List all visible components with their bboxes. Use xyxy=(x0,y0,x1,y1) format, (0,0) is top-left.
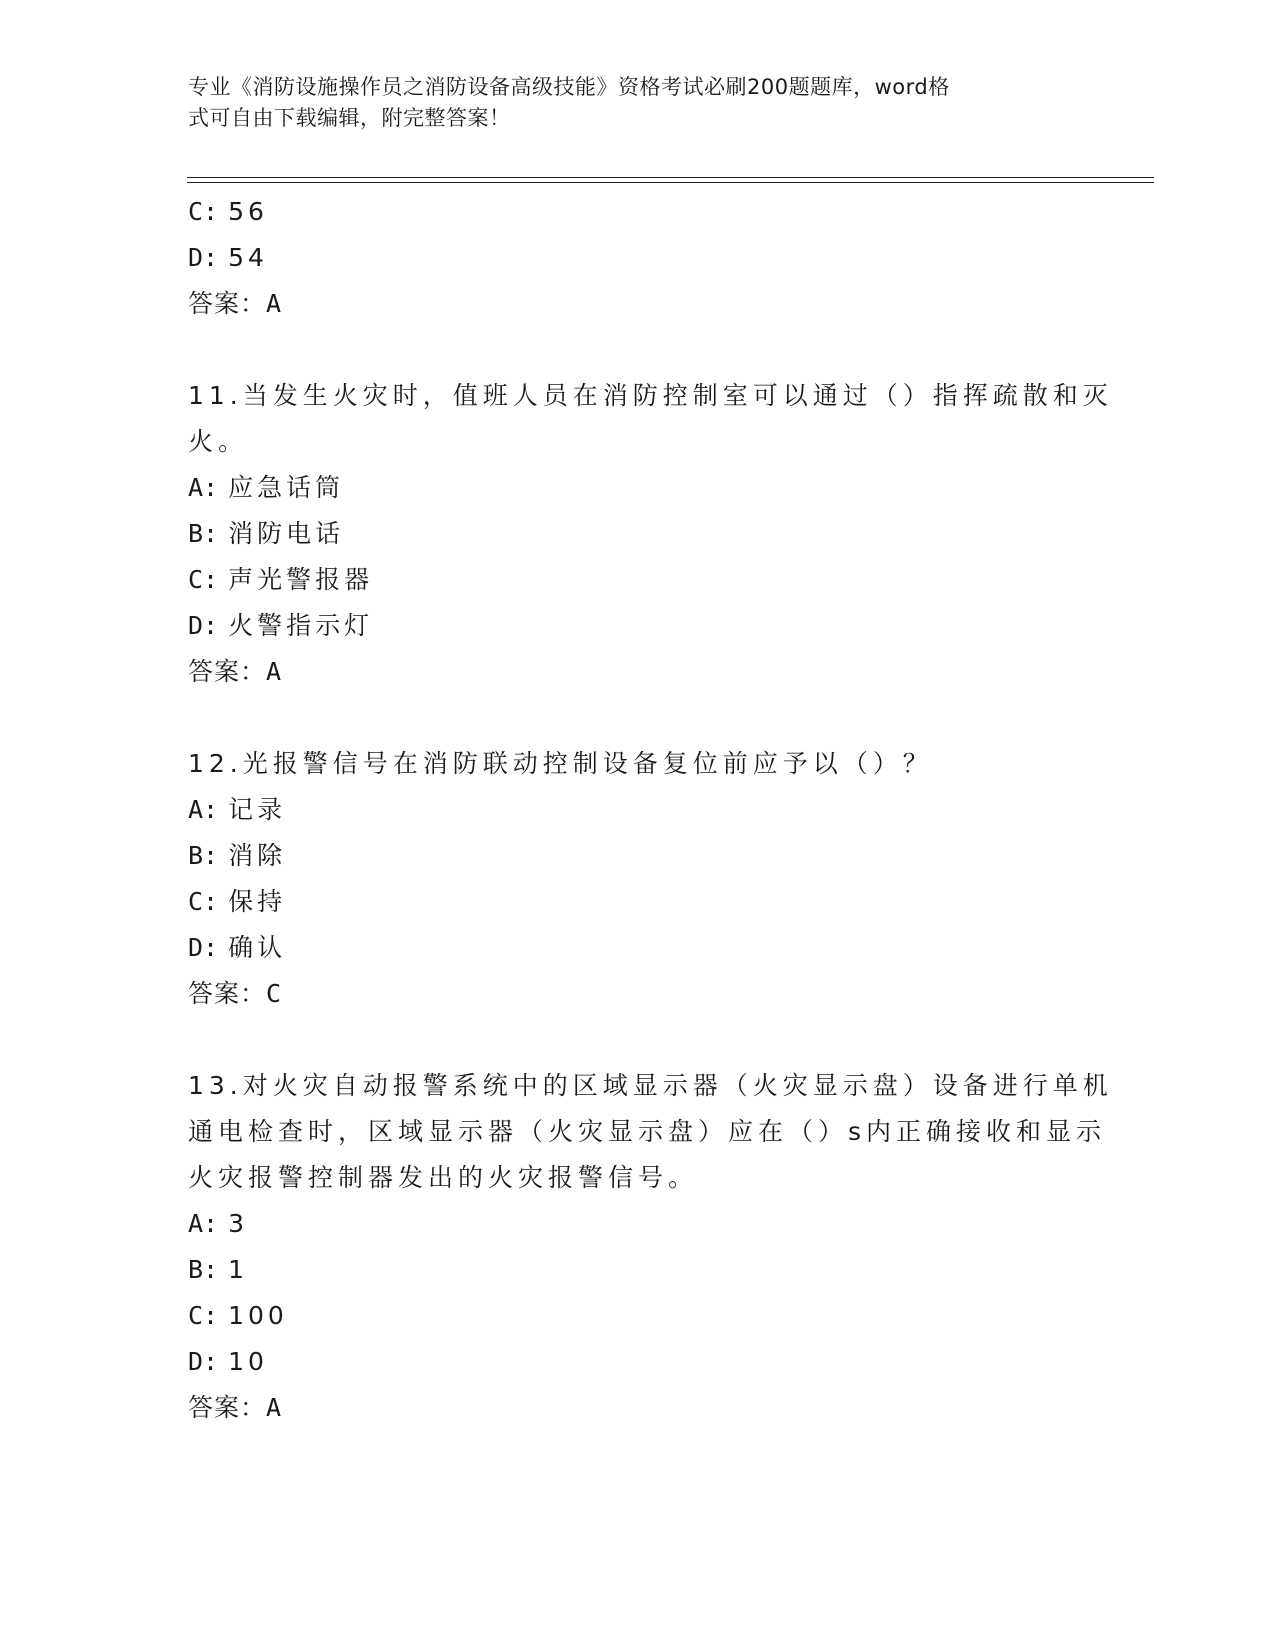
answer-line xyxy=(188,649,1088,695)
option-letter: D: xyxy=(188,611,219,640)
answer-value: A xyxy=(266,657,283,686)
option-b xyxy=(188,511,1088,557)
option-text: 100 xyxy=(228,1301,288,1330)
option-letter: C: xyxy=(188,1301,219,1330)
answer-line xyxy=(188,971,1088,1017)
option-text: 保持 xyxy=(228,887,287,916)
option-letter: B: xyxy=(188,841,219,870)
option-d xyxy=(188,235,1088,281)
option-b xyxy=(188,1247,1088,1293)
question-13 xyxy=(188,1063,1113,1431)
option-c xyxy=(188,557,1088,603)
question-stem-line: 12.光报警信号在消防联动控制设备复位前应予以（）？ xyxy=(188,749,933,778)
question-stem-line: 通电检查时，区域显示器（火灾显示盘）应在（）s内正确接收和显示 xyxy=(188,1117,1107,1146)
option-text: 54 xyxy=(228,243,268,272)
option-text: 确认 xyxy=(228,933,287,962)
option-letter: C: xyxy=(188,565,219,594)
question-stem-line: 火灾报警控制器发出的火灾报警信号。 xyxy=(188,1163,699,1192)
answer-value: A xyxy=(266,289,283,318)
option-a xyxy=(188,1201,1088,1247)
spacer xyxy=(188,1017,1088,1063)
option-text: 消除 xyxy=(228,841,287,870)
question-stem-line: 11.当发生火灾时，值班人员在消防控制室可以通过（）指挥疏散和灭 xyxy=(188,381,1113,410)
spacer xyxy=(188,695,1088,741)
question-stem-line: 火。 xyxy=(188,427,249,456)
option-text: 应急话筒 xyxy=(228,473,345,502)
option-text: 3 xyxy=(228,1209,249,1238)
header-line-2: 式可自由下载编辑，附完整答案！ xyxy=(188,106,511,130)
option-letter: A: xyxy=(188,473,219,502)
option-d xyxy=(188,1339,1088,1385)
option-b xyxy=(188,833,1088,879)
question-12 xyxy=(188,741,1088,1017)
option-letter: C: xyxy=(188,887,219,916)
option-letter: A: xyxy=(188,1209,219,1238)
option-text: 1 xyxy=(228,1255,249,1284)
option-text: 火警指示灯 xyxy=(228,611,374,640)
answer-label: 答案： xyxy=(188,1393,267,1422)
option-letter: B: xyxy=(188,1255,219,1284)
answer-value: A xyxy=(266,1393,283,1422)
option-a xyxy=(188,787,1088,833)
option-letter: B: xyxy=(188,519,219,548)
option-c xyxy=(188,1293,1088,1339)
option-c xyxy=(188,189,1088,235)
option-letter: D: xyxy=(188,243,219,272)
option-a xyxy=(188,465,1088,511)
option-letter: D: xyxy=(188,933,219,962)
option-text: 声光警报器 xyxy=(228,565,374,594)
option-letter: D: xyxy=(188,1347,219,1376)
document-header xyxy=(188,72,1068,134)
header-divider-top xyxy=(187,177,1154,178)
previous-question xyxy=(188,189,1088,327)
option-d xyxy=(188,603,1088,649)
spacer xyxy=(188,327,1088,373)
answer-label: 答案： xyxy=(188,657,267,686)
question-stem-line: 13.对火灾自动报警系统中的区域显示器（火灾显示盘）设备进行单机 xyxy=(188,1071,1113,1100)
option-text: 记录 xyxy=(228,795,287,824)
answer-value: C xyxy=(266,979,283,1008)
answer-label: 答案： xyxy=(188,979,267,1008)
option-text: 消防电话 xyxy=(228,519,345,548)
answer-line xyxy=(188,281,1088,327)
header-divider-bottom xyxy=(187,182,1154,183)
option-text: 10 xyxy=(228,1347,268,1376)
header-line-1: 专业《消防设施操作员之消防设备高级技能》资格考试必刷200题题库，word格 xyxy=(188,75,950,99)
question-11 xyxy=(188,373,1113,695)
option-letter: C: xyxy=(188,197,219,226)
answer-label: 答案： xyxy=(188,289,267,318)
answer-line xyxy=(188,1385,1088,1431)
option-c xyxy=(188,879,1088,925)
option-letter: A: xyxy=(188,795,219,824)
option-d xyxy=(188,925,1088,971)
option-text: 56 xyxy=(228,197,268,226)
question-list xyxy=(188,189,1113,1431)
